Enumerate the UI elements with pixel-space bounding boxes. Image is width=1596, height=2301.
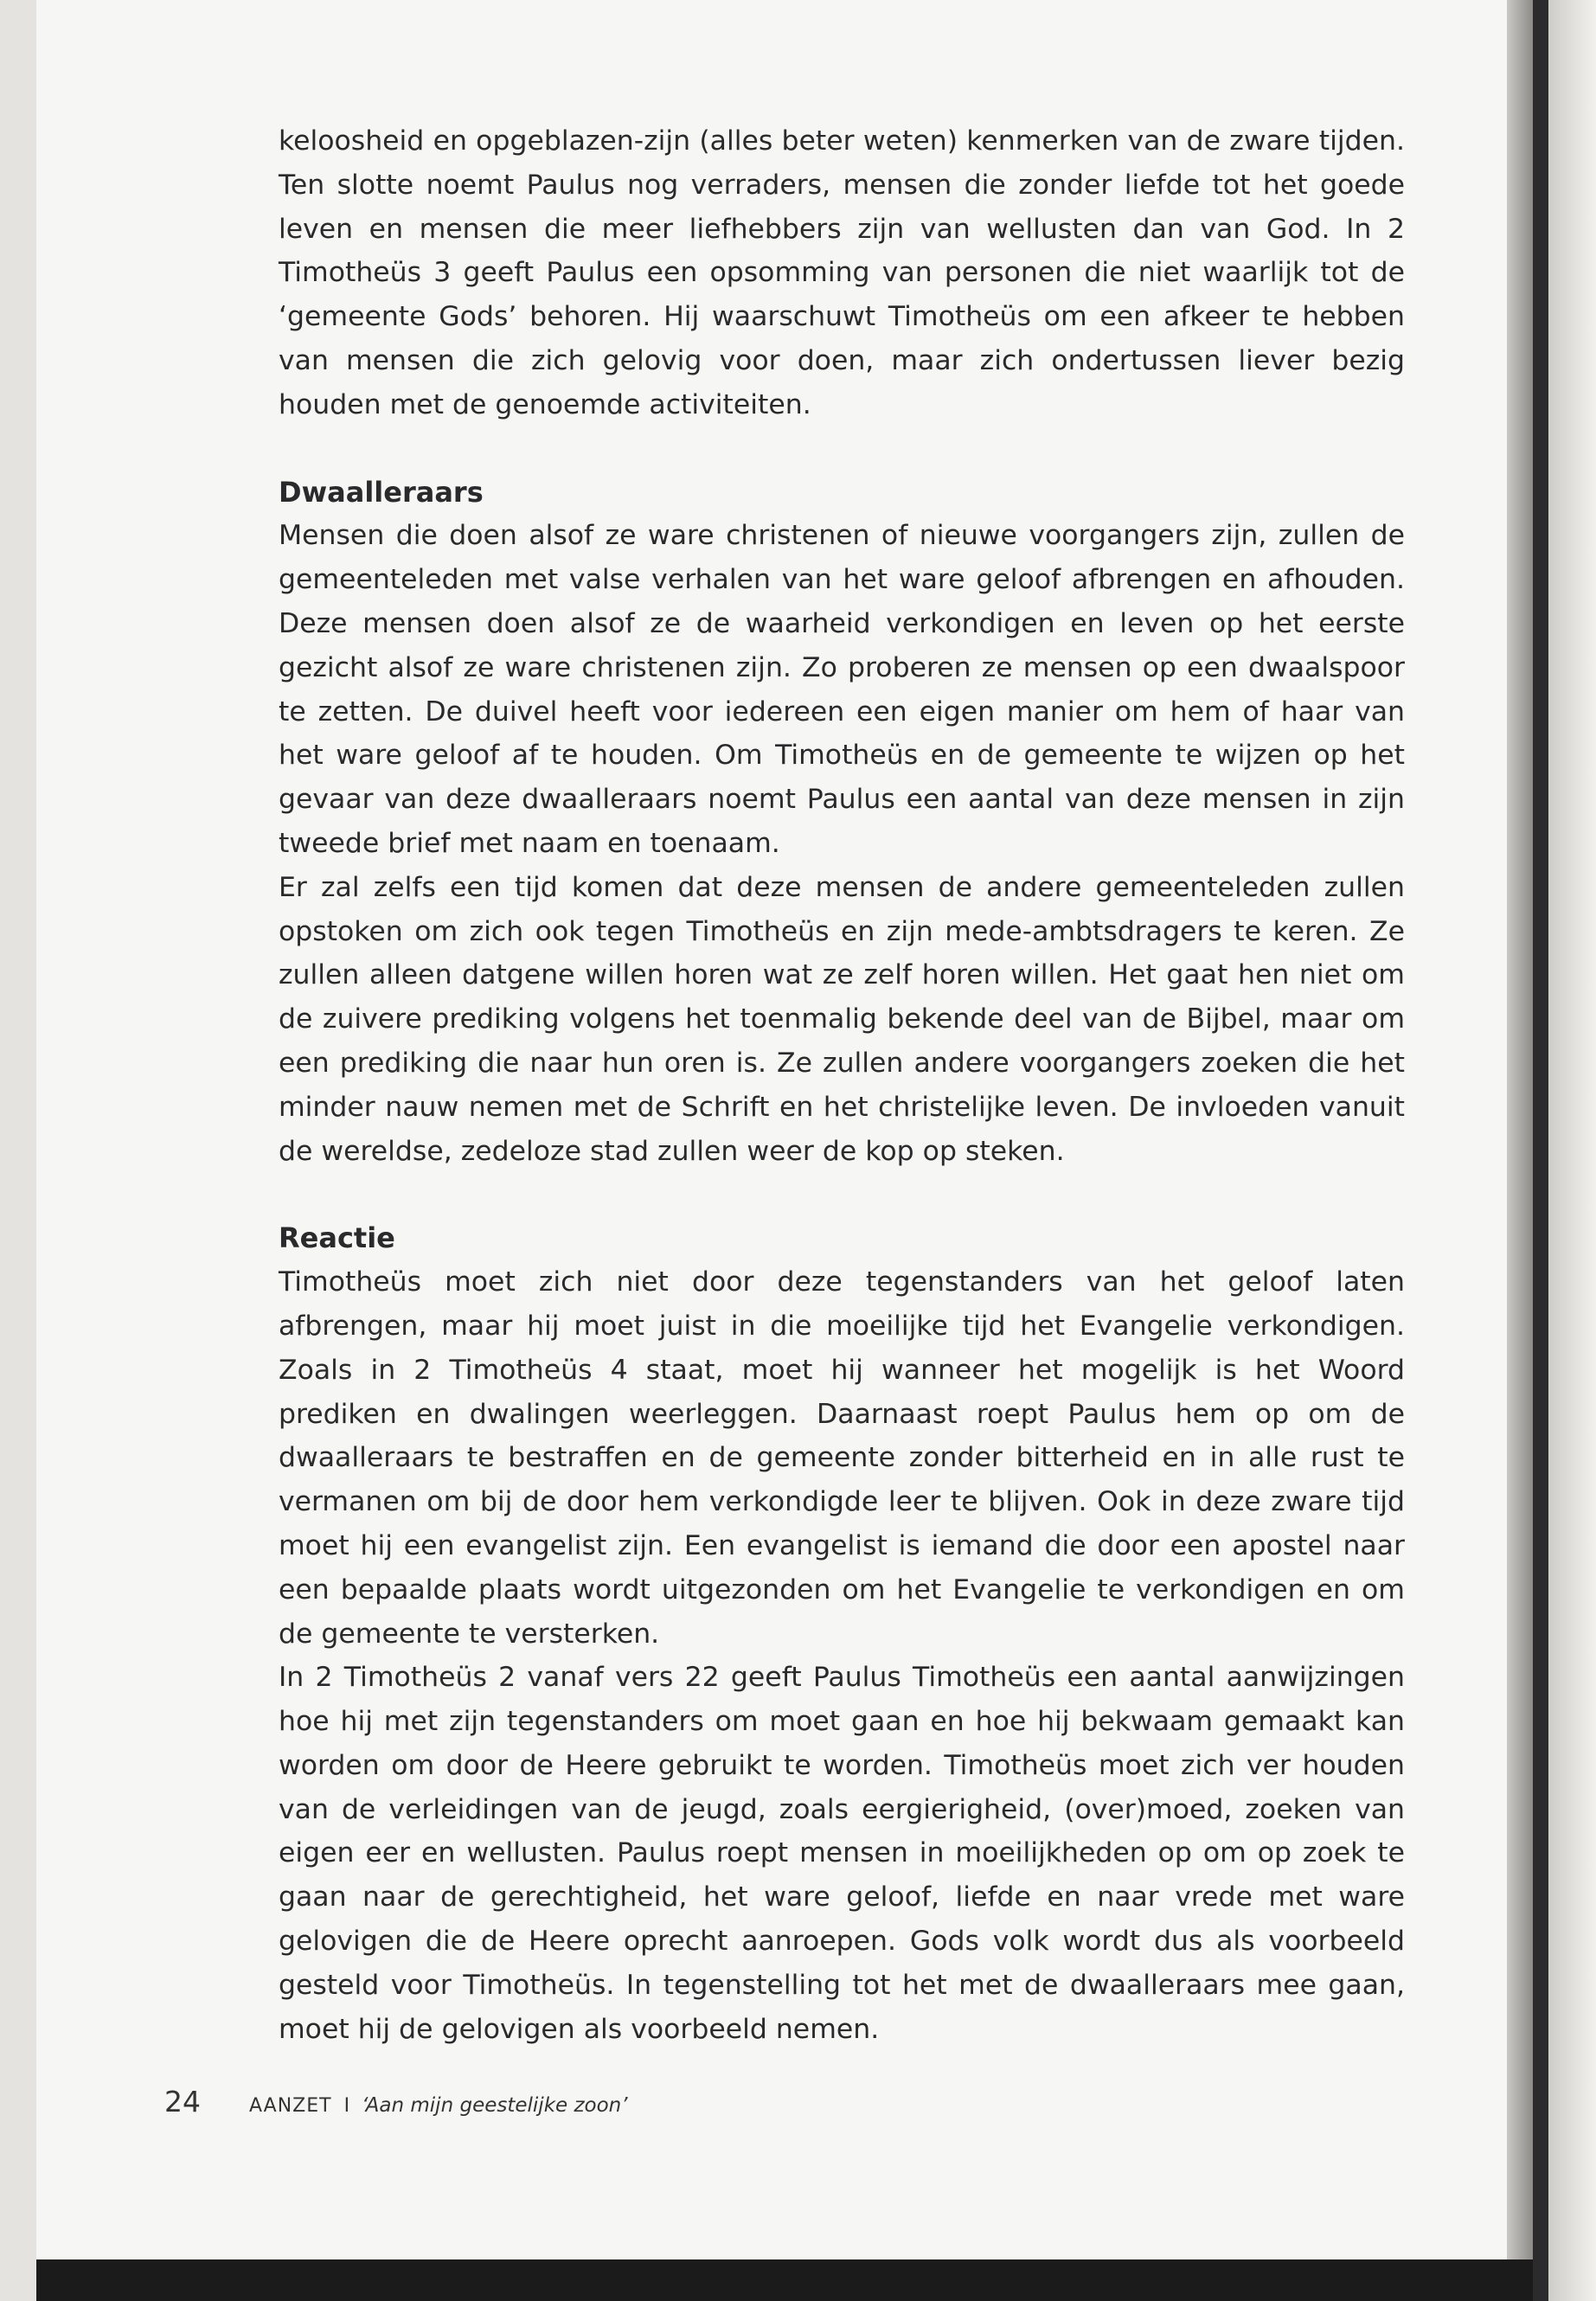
intro-paragraph: keloosheid en opgeblazen-zijn (alles beter weten) kenmerken van de zware tijden. Ten slotte noemt Paulus nog verraders, mensen die zonder liefde tot het goede leven en mensen die meer liefhebbers zijn van wellusten dan van God. In 2 Timotheüs 3 geeft Paulus een opsomming van personen die niet waarlijk tot de ‘gemeente Gods’ behoren. Hij waarschuwt Timotheüs om een afkeer te hebben van mensen die zich gelovig voor doen, maar zich ondertussen liever bezig houden met de genoemde activiteiten. [279, 125, 1405, 420]
page-gutter-shadow [1507, 0, 1533, 2259]
section-heading-dwaalleraars: Dwaalleraars [279, 475, 484, 509]
footer-series-name: AANZET [249, 2095, 332, 2117]
section-heading-reactie: Reactie [279, 1221, 395, 1255]
page-number: 24 [164, 2085, 201, 2118]
book-spine [1533, 0, 1548, 2301]
body-text [279, 119, 1405, 2051]
page-footer [164, 2085, 628, 2119]
scan-left-margin [0, 0, 36, 2301]
paragraph: Er zal zelfs een tijd komen dat deze mensen de andere gemeenteleden zullen opstoken om zich ook tegen Timotheüs en zijn mede-ambtsdragers te keren. Ze zullen alleen datgene willen horen wat ze zelf horen willen. Het gaat hen niet om de zuivere prediking volgens het toenmalig bekende deel van de Bijbel, maar om een prediking die naar hun oren is. Ze zullen andere voorgangers zoeken die het minder nauw nemen met de Schrift en het christelijke leven. De invloeden vanuit de wereldse, zedeloze stad zullen weer de kop op steken. [279, 871, 1405, 1167]
footer-chapter-title: ‘Aan mijn geestelijke zoon’ [362, 2094, 628, 2117]
scan-bottom-edge [36, 2259, 1533, 2301]
scan-right-edge [1548, 0, 1596, 2301]
paragraph: Timotheüs moet zich niet door deze tegenstanders van het geloof laten afbrengen, maar hij moet juist in die moeilijke tijd het Evangelie verkondigen. Zoals in 2 Timotheüs 4 staat, moet hij wanneer het mogelijk is het Woord prediken en dwalingen weerleggen. Daarnaast roept Paulus hem op om de dwaalleraars te bestraffen en de gemeente zonder bitterheid en in alle rust te vermanen om bij de door hem verkondigde leer te blijven. Ook in deze zware tijd moet hij een evangelist zijn. Een evangelist is iemand die door een apostel naar een bepaalde plaats wordt uitgezonden om het Evangelie te verkondigen en om de gemeente te versterken. [279, 1266, 1405, 1650]
footer-separator: I [343, 2095, 350, 2117]
paragraph: In 2 Timotheüs 2 vanaf vers 22 geeft Paulus Timotheüs een aantal aanwijzingen hoe hij met zijn tegenstanders om moet gaan en hoe hij bekwaam gemaakt kan worden om door de Heere gebruikt te worden. Timotheüs moet zich ver houden van de verleidingen van de jeugd, zoals eergierigheid, (over)moed, zoeken van eigen eer en wellusten. Paulus roept mensen in moeilijkheden op om op zoek te gaan naar de gerechtigheid, het ware geloof, liefde en naar vrede met ware gelovigen die de Heere oprecht aanroepen. Gods volk wordt dus als voorbeeld gesteld voor Timotheüs. In tegenstelling tot het met de dwaalleraars mee gaan, moet hij de gelovigen als voorbeeld nemen. [279, 1662, 1405, 2045]
paragraph: Mensen die doen alsof ze ware christenen of nieuwe voorgangers zijn, zullen de gemeenteleden met valse verhalen van het ware geloof afbrengen en afhouden. Deze mensen doen alsof ze de waarheid verkondigen en leven op het eerste gezicht alsof ze ware christenen zijn. Zo proberen ze mensen op een dwaalspoor te zetten. De duivel heeft voor iedereen een eigen manier om hem of haar van het ware geloof af te houden. Om Timotheüs en de gemeente te wijzen op het gevaar van deze dwaalleraars noemt Paulus een aantal van deze mensen in zijn tweede brief met naam en toenaam. [279, 520, 1405, 859]
